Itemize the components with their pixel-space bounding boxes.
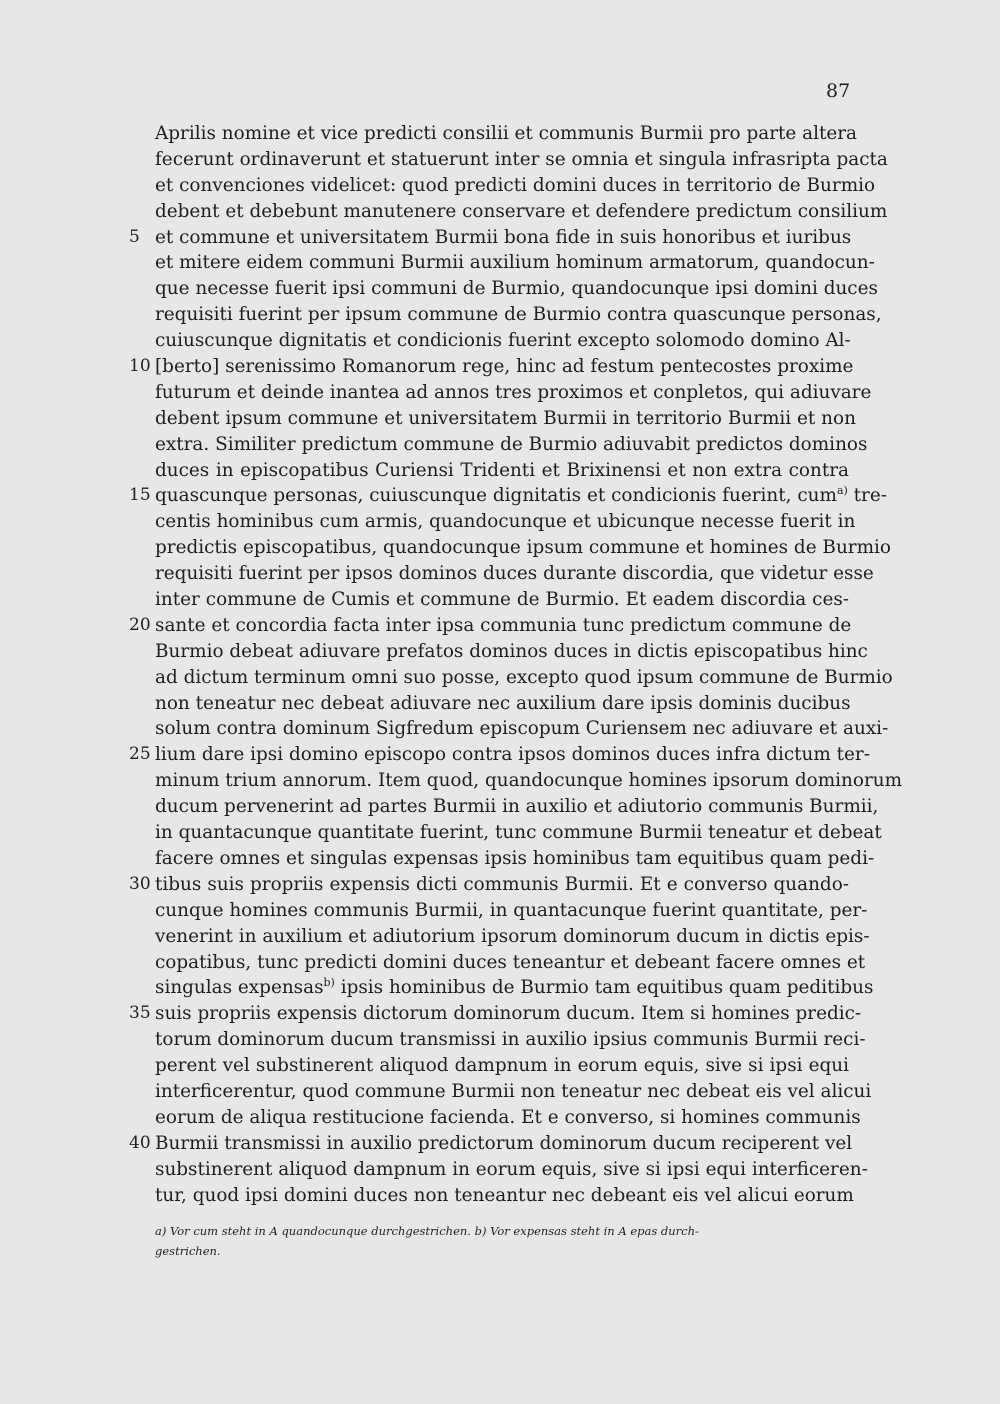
line-text: quascunque personas, cuiuscunque dignitatis et condicionis fuerint, cum	[155, 485, 837, 507]
text-line	[155, 846, 875, 872]
text-line	[155, 716, 889, 742]
text-line	[129, 1001, 862, 1027]
line-number: 10	[129, 356, 151, 377]
line-number: 30	[129, 873, 151, 894]
text-line	[155, 1027, 866, 1053]
line-text: cuiuscunque dignitatis et condicionis fuerint excepto solomodo domino Al-	[155, 330, 851, 352]
text-line	[155, 561, 874, 587]
main-text	[129, 121, 903, 1208]
text-line	[155, 302, 882, 328]
text-line	[155, 380, 872, 406]
line-text: tur, quod ipsi domini duces non teneantur nec debeant eis vel alicui eorum	[155, 1184, 854, 1206]
line-text: fecerunt ordinaverunt et statuerunt inter se omnia et singula infrasripta pacta	[155, 148, 888, 170]
line-text: predictis episcopatibus, quandocunque ipsum commune et homines de Burmio	[155, 537, 891, 559]
line-text: futurum et deinde inantea ad annos tres proximos et conpletos, qui adiuvare	[155, 381, 872, 403]
text-line	[155, 147, 888, 173]
text-line	[155, 820, 882, 846]
line-number: 15	[129, 485, 151, 506]
line-text: eorum de aliqua restitucione facienda. Et e converso, si homines communis	[155, 1106, 861, 1128]
text-line	[155, 639, 868, 665]
text-line	[155, 406, 856, 432]
line-text: et convenciones videlicet: quod predicti domini duces in territorio de Burmio	[155, 174, 876, 196]
text-line	[129, 483, 887, 509]
line-text: duces in episcopatibus Curiensi Tridenti et Brixinensi et non extra contra	[155, 459, 849, 481]
footnotes	[155, 1221, 849, 1261]
line-text: ducum pervenerint ad partes Burmii in auxilio et adiutorio communis Burmii,	[155, 796, 879, 818]
line-text: requisiti fuerint per ipsos dominos duces durante discordia, que videtur esse	[155, 563, 874, 585]
text-line	[155, 535, 891, 561]
line-text: interficerentur, quod commune Burmii non teneatur nec debeat eis vel alicui	[155, 1080, 872, 1102]
text-line	[155, 432, 868, 458]
line-text: perent vel substinerent aliquod dampnum in eorum equis, sive si ipsi equi	[155, 1055, 849, 1077]
text-line	[155, 1157, 868, 1183]
footnote-marker: b)	[323, 976, 335, 990]
text-line	[129, 742, 870, 768]
text-line	[155, 509, 856, 535]
line-text-continued: tre-	[847, 485, 887, 507]
line-text: Burmio debeat adiuvare prefatos dominos duces in dictis episcopatibus hinc	[155, 640, 868, 662]
text-line	[155, 924, 870, 950]
line-text: venerint in auxilium et adiutorium ipsorum dominorum ducum in dictis epis-	[155, 925, 870, 947]
line-text: lium dare ipsi domino episcopo contra ipsos dominos duces infra dictum ter-	[155, 744, 870, 766]
line-text: requisiti fuerint per ipsum commune de Burmio contra quascunque personas,	[155, 304, 882, 326]
text-line	[129, 225, 852, 251]
line-number: 20	[129, 614, 151, 635]
footnote-marker: a)	[836, 484, 848, 498]
text-line	[155, 1105, 861, 1131]
line-text: copatibus, tunc predicti domini duces teneantur et debeant facere omnes et	[155, 951, 866, 973]
line-text: Burmii transmissi in auxilio predictorum dominorum ducum reciperent vel	[155, 1132, 853, 1154]
text-line	[155, 1053, 849, 1079]
line-number: 5	[129, 226, 140, 247]
line-text: suis propriis expensis dictorum dominorum ducum. Item si homines predic-	[155, 1003, 862, 1025]
line-text: Aprilis nomine et vice predicti consilii et communis Burmii pro parte altera	[155, 123, 857, 144]
line-text: centis hominibus cum armis, quandocunque et ubicunque necesse fuerit in	[155, 511, 856, 533]
line-text: singulas expensas	[155, 977, 324, 999]
text-line	[155, 587, 849, 613]
line-text: non teneatur nec debeat adiuvare nec auxilium dare ipsis dominis ducibus	[155, 692, 851, 714]
line-text: in quantacunque quantitate fuerint, tunc commune Burmii teneatur et debeat	[155, 822, 882, 844]
text-line	[155, 276, 878, 302]
text-line	[129, 1131, 853, 1157]
footnote-line: gestrichen.	[155, 1244, 221, 1258]
line-text: minum trium annorum. Item quod, quandocunque homines ipsorum dominorum	[155, 770, 903, 792]
line-text: extra. Similiter predictum commune de Burmio adiuvabit predictos dominos	[155, 433, 868, 455]
line-number: 25	[129, 744, 151, 765]
text-line	[155, 691, 849, 717]
footnote-line: a) Vor cum steht in A quandocunque durchgestrichen. b) Vor expensas steht in A epas durch-	[155, 1224, 699, 1238]
line-text: inter commune de Cumis et commune de Burmio. Et eadem discordia ces-	[155, 589, 849, 611]
line-text: ad dictum terminum omni suo posse, excepto quod ipsum commune de Burmio	[155, 666, 893, 688]
text-line	[129, 613, 852, 639]
text-line	[155, 199, 888, 225]
text-line	[129, 872, 849, 898]
text-line	[155, 794, 879, 820]
line-text: solum contra dominum Sigfredum episcopum Curiensem nec adiuvare et auxi-	[155, 718, 889, 740]
line-text: et mitere eidem communi Burmii auxilium hominum armatorum, quandocun-	[155, 252, 875, 274]
text-line	[155, 121, 857, 147]
text-line	[155, 1079, 872, 1105]
line-text: debent et debebunt manutenere conservare et defendere predictum consilium	[155, 200, 888, 222]
line-text-continued: ipsis hominibus de Burmio tam equitibus quam peditibus	[334, 977, 874, 999]
text-line	[129, 354, 854, 380]
line-text: [berto] serenissimo Romanorum rege, hinc ad festum pentecostes proxime	[155, 356, 854, 378]
line-text: facere omnes et singulas expensas ipsis hominibus tam equitibus quam pedi-	[155, 847, 875, 869]
text-line	[155, 250, 875, 276]
line-text: debent ipsum commune et universitatem Burmii in territorio Burmii et non	[155, 407, 856, 429]
text-line	[155, 950, 866, 976]
text-line	[155, 768, 903, 794]
line-text: sante et concordia facta inter ipsa communia tunc predictum commune de	[155, 614, 852, 636]
text-line	[155, 328, 849, 354]
line-number: 35	[129, 1003, 151, 1024]
line-text: tibus suis propriis expensis dicti communis Burmii. Et e converso quando-	[155, 873, 849, 895]
line-text: substinerent aliquod dampnum in eorum equis, sive si ipsi equi interficeren-	[155, 1158, 868, 1180]
page-number: 87	[826, 80, 851, 102]
text-line	[155, 898, 868, 924]
line-number: 40	[129, 1132, 151, 1153]
line-text: et commune et universitatem Burmii bona fide in suis honoribus et iuribus	[155, 226, 852, 248]
text-line	[155, 975, 874, 1001]
text-line	[155, 665, 893, 691]
text-line	[155, 173, 876, 199]
line-text: que necesse fuerit ipsi communi de Burmio, quandocunque ipsi domini duces	[155, 278, 878, 300]
line-text: cunque homines communis Burmii, in quantacunque fuerint quantitate, per-	[155, 899, 868, 921]
text-line	[155, 458, 849, 484]
text-line	[155, 1183, 854, 1209]
line-text: torum dominorum ducum transmissi in auxilio ipsius communis Burmii reci-	[155, 1029, 866, 1051]
